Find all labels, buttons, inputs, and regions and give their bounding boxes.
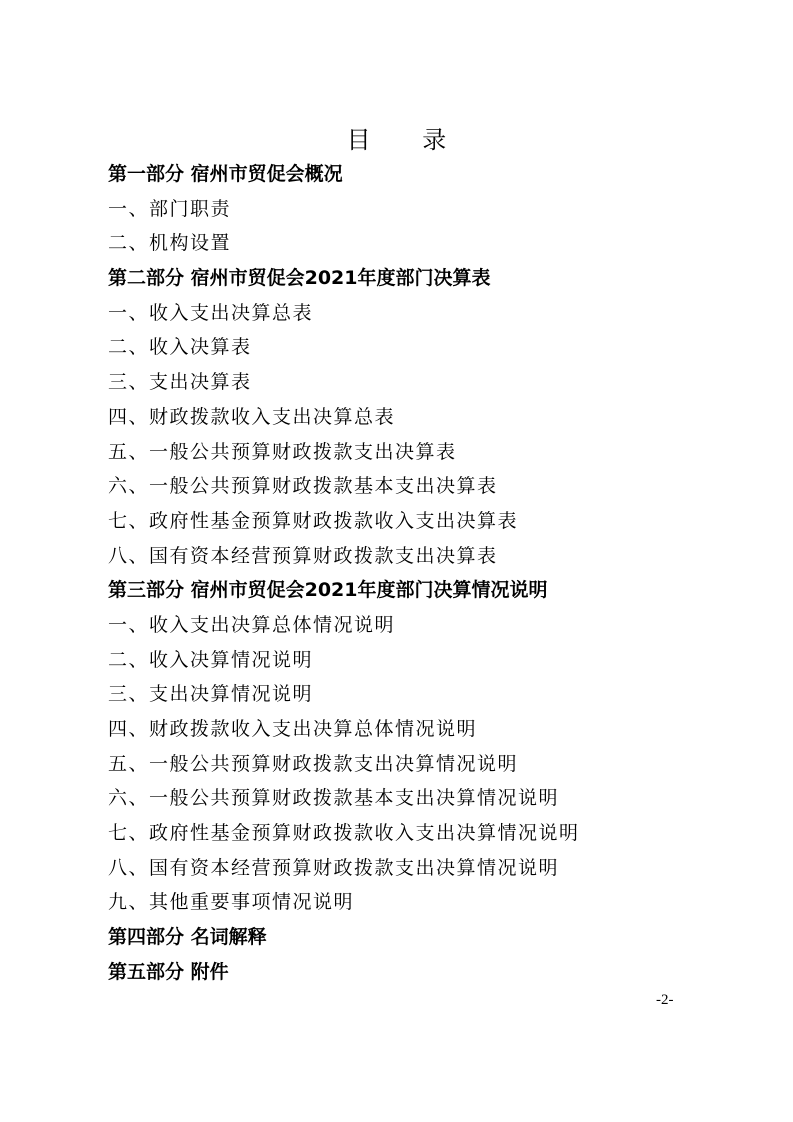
page-title: 目 录 — [346, 126, 469, 154]
toc-item: 四、财政拨款收入支出决算总体情况说明 — [108, 718, 478, 740]
toc-part-1: 第一部分 宿州市贸促会概况 — [108, 163, 343, 185]
toc-item: 五、一般公共预算财政拨款支出决算情况说明 — [108, 752, 519, 775]
toc-item: 一、部门职责 — [108, 197, 232, 220]
toc-item: 六、一般公共预算财政拨款基本支出决算情况说明 — [108, 787, 560, 810]
toc-item: 三、支出决算情况说明 — [108, 683, 314, 706]
toc-item: 二、收入决算表 — [108, 336, 252, 359]
toc-part-3: 第三部分 宿州市贸促会2021年度部门决算情况说明 — [108, 579, 548, 602]
toc-part-4: 第四部分 名词解释 — [108, 926, 267, 949]
toc-item: 八、国有资本经营预算财政拨款支出决算情况说明 — [108, 856, 560, 879]
toc-part-2: 第二部分 宿州市贸促会2021年度部门决算表 — [108, 267, 491, 290]
toc-item: 五、一般公共预算财政拨款支出决算表 — [108, 440, 457, 463]
toc-item: 一、收入支出决算总表 — [108, 301, 314, 324]
toc-item: 七、政府性基金预算财政拨款收入支出决算情况说明 — [108, 822, 580, 845]
table-of-contents — [108, 157, 748, 990]
toc-item: 四、财政拨款收入支出决算总表 — [108, 405, 396, 428]
toc-item: 六、一般公共预算财政拨款基本支出决算表 — [108, 475, 498, 498]
toc-part-5: 第五部分 附件 — [108, 960, 229, 983]
toc-item: 八、国有资本经营预算财政拨款支出决算表 — [108, 544, 498, 567]
toc-item: 二、机构设置 — [108, 232, 232, 255]
toc-item: 二、收入决算情况说明 — [108, 648, 314, 671]
page-number: -2- — [656, 992, 674, 1008]
toc-item: 七、政府性基金预算财政拨款收入支出决算表 — [108, 509, 519, 532]
toc-item: 三、支出决算表 — [108, 371, 252, 394]
toc-item: 九、其他重要事项情况说明 — [108, 891, 355, 914]
toc-item: 一、收入支出决算总体情况说明 — [108, 613, 396, 636]
